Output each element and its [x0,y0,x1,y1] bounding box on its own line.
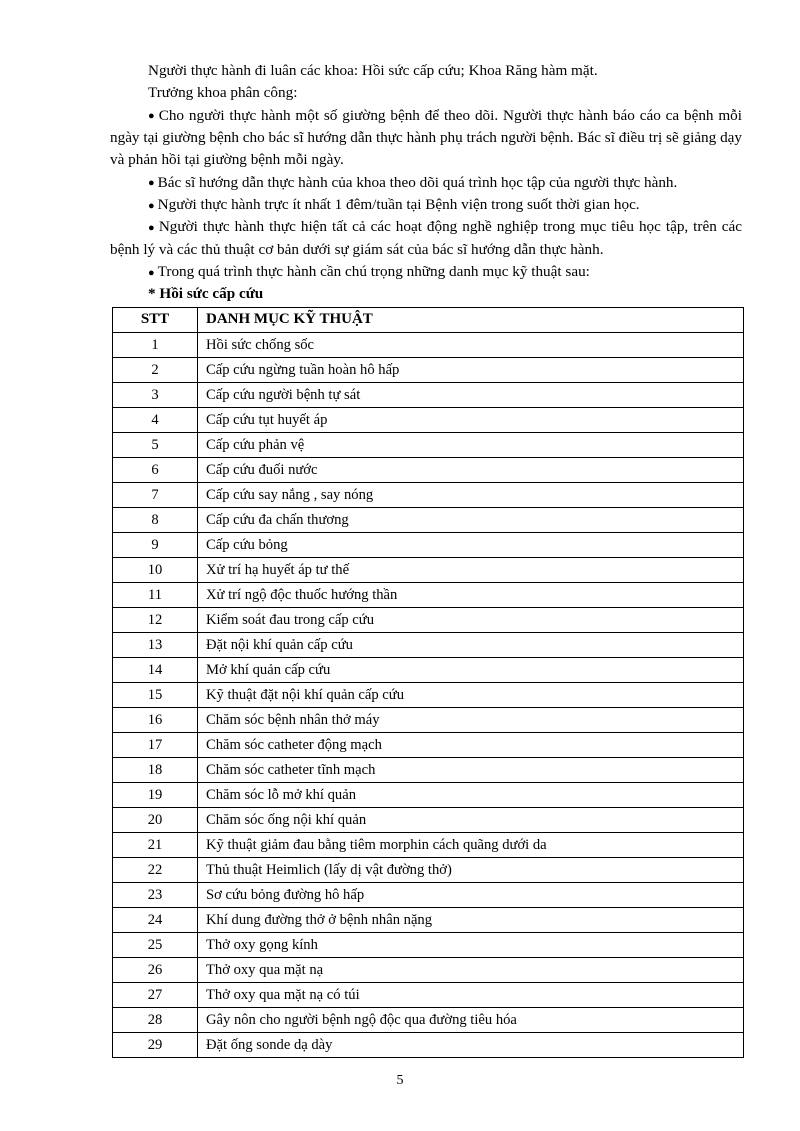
table-row [113,1008,744,1033]
paragraph-intro: Người thực hành đi luân các khoa: Hồi sức cấp cứu; Khoa Răng hàm mặt. [148,62,598,79]
section-title: * Hồi sức cấp cứu [148,285,264,303]
cell-stt: 22 [113,858,198,883]
cell-stt: 4 [113,408,198,433]
cell-technique: Đặt ống sonde dạ dày [198,1033,744,1058]
cell-stt: 25 [113,933,198,958]
paragraph-bullet-2 [110,172,742,194]
table-row [113,558,744,583]
cell-stt: 3 [113,383,198,408]
cell-stt: 8 [113,508,198,533]
cell-stt: 9 [113,533,198,558]
cell-stt: 6 [113,458,198,483]
paragraph-assignment-lead: Trưởng khoa phân công: [148,84,298,102]
paragraph-bullet-3 [110,194,742,216]
table-row [113,933,744,958]
cell-technique: Mở khí quản cấp cứu [198,658,744,683]
table-row [113,758,744,783]
cell-stt: 1 [113,333,198,358]
cell-stt: 28 [113,1008,198,1033]
cell-technique: Thở oxy qua mặt nạ có túi [198,983,744,1008]
paragraph-bullet-3-text: Người thực hành trực ít nhất 1 đêm/tuần tại Bệnh viện trong suốt thời gian học. [157,196,640,214]
table-row [113,358,744,383]
table-row [113,658,744,683]
page-number: 5 [396,1073,404,1088]
cell-technique: Gây nôn cho người bệnh ngộ độc qua đường tiêu hóa [198,1008,744,1033]
paragraph-bullet-1-text: Cho người thực hành một số giường bệnh để theo dõi. Người thực hành báo cáo ca bệnh mỗi ngày tại giường bệnh cho bác sĩ hướng dẫn thực hành phụ trách người bệnh. Bác sĩ điều trị sẽ giảng dạy và phản hồi tại giường bệnh mỗi ngày. [110,106,742,169]
cell-technique: Cấp cứu bỏng [198,533,744,558]
cell-technique: Sơ cứu bỏng đường hô hấp [198,883,744,908]
table-header-row [113,308,744,333]
table-row [113,783,744,808]
column-header-technique: DANH MỤC KỸ THUẬT [198,308,744,333]
bullet-icon: ● [148,266,155,279]
table-row [113,883,744,908]
table-row [113,533,744,558]
cell-technique: Cấp cứu tụt huyết áp [198,408,744,433]
paragraph-bullet-5 [110,261,742,283]
table-row [113,808,744,833]
cell-technique: Đặt nội khí quản cấp cứu [198,633,744,658]
cell-stt: 5 [113,433,198,458]
cell-technique: Thủ thuật Heimlich (lấy dị vật đường thở) [198,858,744,883]
cell-stt: 13 [113,633,198,658]
cell-stt: 29 [113,1033,198,1058]
table-row [113,733,744,758]
cell-stt: 17 [113,733,198,758]
cell-technique: Cấp cứu người bệnh tự sát [198,383,744,408]
cell-stt: 15 [113,683,198,708]
table-row [113,708,744,733]
table-row [113,958,744,983]
cell-technique: Cấp cứu đa chấn thương [198,508,744,533]
table-row [113,1033,744,1058]
cell-technique: Chăm sóc lỗ mở khí quản [198,783,744,808]
cell-technique: Cấp cứu đuối nước [198,458,744,483]
column-header-stt: STT [113,308,198,333]
cell-technique: Xử trí hạ huyết áp tư thế [198,558,744,583]
table-row [113,908,744,933]
cell-technique: Thở oxy gọng kính [198,933,744,958]
cell-stt: 14 [113,658,198,683]
table-row [113,408,744,433]
cell-technique: Khí dung đường thở ở bệnh nhân nặng [198,908,744,933]
cell-technique: Hồi sức chống sốc [198,333,744,358]
cell-stt: 16 [113,708,198,733]
cell-technique: Chăm sóc catheter tĩnh mạch [198,758,744,783]
table-row [113,483,744,508]
table-row [113,633,744,658]
cell-technique: Xử trí ngộ độc thuốc hướng thần [198,583,744,608]
cell-technique: Chăm sóc ống nội khí quản [198,808,744,833]
cell-technique: Kiểm soát đau trong cấp cứu [198,608,744,633]
cell-stt: 11 [113,583,198,608]
table-row [113,833,744,858]
paragraph-bullet-1 [110,105,742,172]
cell-stt: 23 [113,883,198,908]
table-row [113,383,744,408]
cell-technique: Cấp cứu phản vệ [198,433,744,458]
table-body [113,333,744,1058]
cell-stt: 27 [113,983,198,1008]
paragraph-bullet-4 [110,216,742,261]
cell-stt: 26 [113,958,198,983]
table-row [113,333,744,358]
paragraph-bullet-2-text: Bác sĩ hướng dẫn thực hành của khoa theo dõi quá trình học tập của người thực hành. [157,173,678,191]
cell-technique: Chăm sóc catheter động mạch [198,733,744,758]
cell-stt: 19 [113,783,198,808]
cell-stt: 10 [113,558,198,583]
bullet-icon: ● [148,177,155,190]
table-row [113,458,744,483]
cell-stt: 20 [113,808,198,833]
table-row [113,683,744,708]
table-row [113,608,744,633]
cell-stt: 21 [113,833,198,858]
cell-technique: Kỹ thuật đặt nội khí quản cấp cứu [198,683,744,708]
table-row [113,433,744,458]
cell-technique: Thở oxy qua mặt nạ [198,958,744,983]
paragraph-bullet-4-text: Người thực hành thực hiện tất cả các hoạt động nghề nghiệp trong mục tiêu học tập, trên các bệnh lý và các thủ thuật cơ bản dưới sự giám sát của bác sĩ hướng dẫn thực hành. [110,218,742,258]
cell-stt: 2 [113,358,198,383]
cell-stt: 18 [113,758,198,783]
cell-stt: 7 [113,483,198,508]
bullet-icon: ● [148,221,156,234]
bullet-icon: ● [148,199,155,212]
table-row [113,508,744,533]
cell-stt: 12 [113,608,198,633]
paragraph-bullet-5-text: Trong quá trình thực hành cần chú trọng những danh mục kỹ thuật sau: [157,263,590,281]
table-row [113,983,744,1008]
cell-technique: Chăm sóc bệnh nhân thở máy [198,708,744,733]
bullet-icon: ● [148,110,156,123]
table-row [113,583,744,608]
cell-stt: 24 [113,908,198,933]
cell-technique: Cấp cứu say nắng , say nóng [198,483,744,508]
cell-technique: Cấp cứu ngừng tuần hoàn hô hấp [198,358,744,383]
table-row [113,858,744,883]
cell-technique: Kỹ thuật giảm đau bằng tiêm morphin cách quãng dưới da [198,833,744,858]
technique-list-table [112,307,744,1058]
